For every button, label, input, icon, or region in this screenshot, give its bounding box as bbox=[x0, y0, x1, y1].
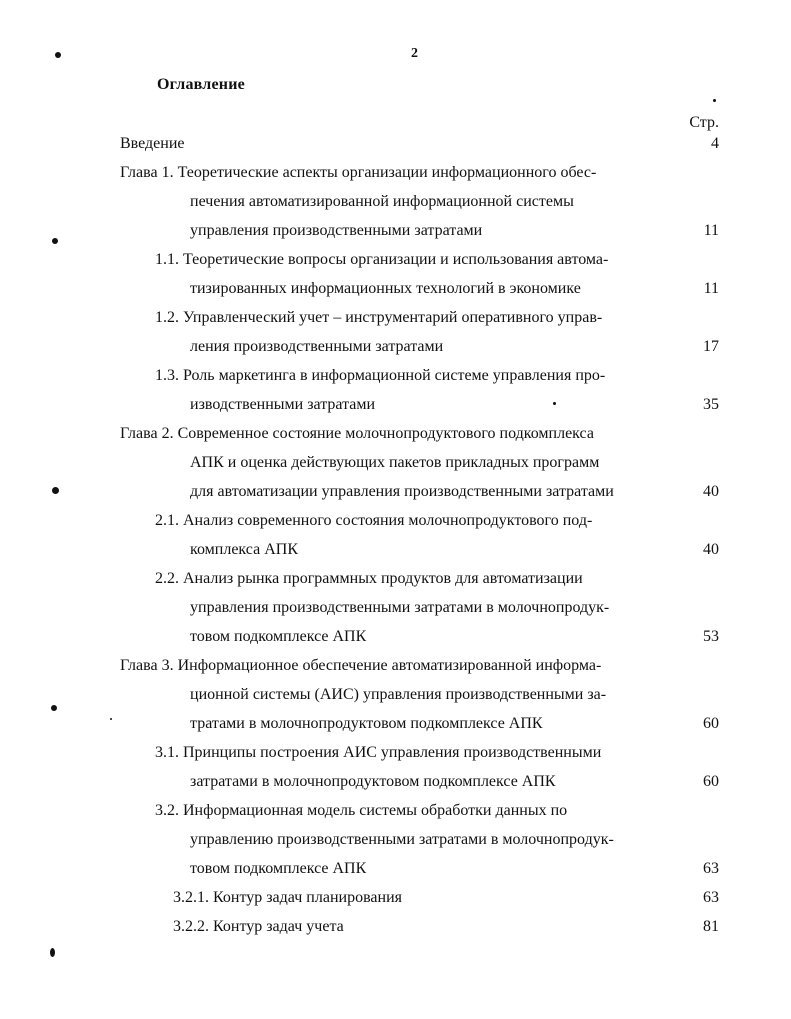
toc-page-ch2: 40 bbox=[703, 483, 719, 500]
scan-speck bbox=[50, 948, 55, 957]
page-number: 2 bbox=[411, 46, 418, 61]
toc-entry-ch2-line: для автоматизации управления производственными затратами bbox=[190, 483, 614, 500]
toc-entry-s2-2-line: 2.2. Анализ рынка программных продуктов для автоматизации bbox=[155, 570, 583, 587]
toc-entry-ch1-line: Глава 1. Теоретические аспекты организации информационного обес- bbox=[120, 164, 597, 181]
toc-entry-s3-2-line: управлению производственными затратами в молочнопродук- bbox=[190, 831, 614, 848]
toc-entry-ch2-line: АПК и оценка действующих пакетов прикладных программ bbox=[190, 454, 600, 471]
toc-entry-s1-3-line: 1.3. Роль маркетинга в информационной системе управления про- bbox=[155, 367, 606, 384]
toc-entry-ch2-line: Глава 2. Современное состояние молочнопродуктового подкомплекса bbox=[120, 425, 594, 442]
toc-entry-ch3-line: Глава 3. Информационное обеспечение автоматизированной информа- bbox=[120, 657, 602, 674]
toc-page-ch3: 60 bbox=[703, 715, 719, 732]
scan-speck bbox=[52, 487, 59, 494]
toc-entry-intro: Введение bbox=[120, 135, 185, 152]
toc-page-s1-2: 17 bbox=[703, 338, 719, 355]
toc-entry-s1-2-line: 1.2. Управленческий учет – инструментарий оперативного управ- bbox=[155, 309, 603, 326]
toc-entry-s1-1-line: тизированных информационных технологий в экономике bbox=[190, 280, 581, 297]
toc-page-s1-1: 11 bbox=[703, 280, 719, 297]
scan-speck bbox=[553, 402, 556, 405]
toc-entry-s3-2-line: товом подкомплексе АПК bbox=[190, 860, 367, 877]
toc-page-s3-2: 63 bbox=[703, 860, 719, 877]
toc-page-s3-1: 60 bbox=[703, 773, 719, 790]
toc-entry-s3-1-line: затратами в молочнопродуктовом подкомплексе АПК bbox=[190, 773, 556, 790]
scan-speck bbox=[110, 718, 112, 720]
toc-entry-s3-2-2: 3.2.2. Контур задач учета bbox=[173, 918, 344, 935]
toc-entry-s3-2-1: 3.2.1. Контур задач планирования bbox=[173, 889, 402, 906]
toc-entry-s2-2-line: управления производственными затратами в молочнопродук- bbox=[190, 599, 610, 616]
toc-entry-ch1-line: управления производственными затратами bbox=[190, 222, 483, 239]
toc-entry-ch3-line: тратами в молочнопродуктовом подкомплексе АПК bbox=[190, 715, 543, 732]
toc-entry-ch1-line: печения автоматизированной информационной системы bbox=[190, 193, 574, 210]
toc-title: Оглавление bbox=[157, 76, 245, 93]
toc-page-s3-2-1: 63 bbox=[703, 889, 719, 906]
toc-entry-ch3-line: ционной системы (АИС) управления производственными за- bbox=[190, 686, 607, 703]
page-column-header: Стр. bbox=[689, 114, 719, 131]
toc-entry-s2-2-line: товом подкомплексе АПК bbox=[190, 628, 367, 645]
toc-entry-s1-3-line: изводственными затратами bbox=[190, 396, 376, 413]
toc-page-s3-2-2: 81 bbox=[703, 918, 719, 935]
toc-entry-s2-1-line: комплекса АПК bbox=[190, 541, 298, 558]
scan-speck bbox=[713, 99, 716, 102]
scan-speck bbox=[51, 705, 57, 711]
toc-page-ch1: 11 bbox=[703, 222, 719, 239]
toc-page-s2-1: 40 bbox=[703, 541, 719, 558]
toc-page-s2-2: 53 bbox=[703, 628, 719, 645]
toc-entry-s1-2-line: ления производственными затратами bbox=[190, 338, 444, 355]
toc-entry-s2-1-line: 2.1. Анализ современного состояния молочнопродуктового под- bbox=[155, 512, 593, 529]
toc-page-s1-3: 35 bbox=[703, 396, 719, 413]
toc-entry-s3-1-line: 3.1. Принципы построения АИС управления производственными bbox=[155, 744, 602, 761]
toc-entry-s1-1-line: 1.1. Теоретические вопросы организации и использования автома- bbox=[155, 251, 609, 268]
toc-page-intro: 4 bbox=[711, 135, 719, 152]
toc-entry-s3-2-line: 3.2. Информационная модель системы обработки данных по bbox=[155, 802, 568, 819]
scan-speck bbox=[55, 52, 61, 58]
scan-speck bbox=[52, 238, 58, 244]
